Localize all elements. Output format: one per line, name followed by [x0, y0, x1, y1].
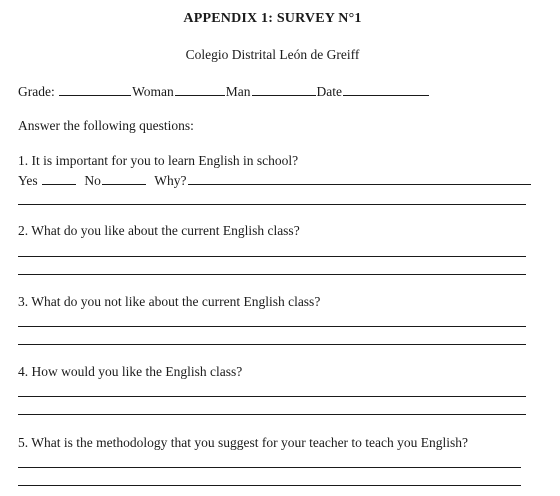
answer-line[interactable]	[18, 326, 526, 327]
question-5: 5. What is the methodology that you suggest for your teacher to teach you English?	[18, 435, 469, 450]
question-1-options	[18, 171, 532, 189]
answer-line[interactable]	[18, 485, 521, 486]
date-field[interactable]	[343, 82, 429, 96]
page-title: APPENDIX 1: SURVEY N°1	[183, 11, 362, 26]
question-2: 2. What do you like about the current English class?	[18, 223, 300, 238]
grade-label: Grade:	[18, 84, 55, 99]
grade-field[interactable]	[59, 82, 131, 96]
no-field[interactable]	[102, 171, 146, 185]
yes-label: Yes	[18, 173, 38, 188]
answer-line[interactable]	[18, 467, 521, 468]
answer-line[interactable]	[18, 256, 526, 257]
man-label: Man	[225, 84, 251, 99]
answer-line[interactable]	[18, 204, 526, 205]
no-label: No	[84, 173, 101, 188]
answer-line[interactable]	[18, 414, 526, 415]
answer-line[interactable]	[18, 396, 526, 397]
answer-line[interactable]	[18, 344, 526, 345]
yes-field[interactable]	[42, 171, 76, 185]
date-label: Date	[316, 84, 342, 99]
instructions-text: Answer the following questions:	[18, 118, 194, 133]
man-field[interactable]	[252, 82, 316, 96]
info-row	[18, 82, 430, 100]
question-4: 4. How would you like the English class?	[18, 364, 243, 379]
why-field[interactable]	[188, 171, 531, 185]
woman-label: Woman	[132, 84, 174, 99]
school-name: Colegio Distrital León de Greiff	[185, 47, 360, 62]
why-label: Why?	[154, 173, 187, 188]
question-1: 1. It is important for you to learn English in school?	[18, 153, 299, 168]
answer-line[interactable]	[18, 274, 526, 275]
question-3: 3. What do you not like about the current English class?	[18, 294, 321, 309]
woman-field[interactable]	[175, 82, 225, 96]
